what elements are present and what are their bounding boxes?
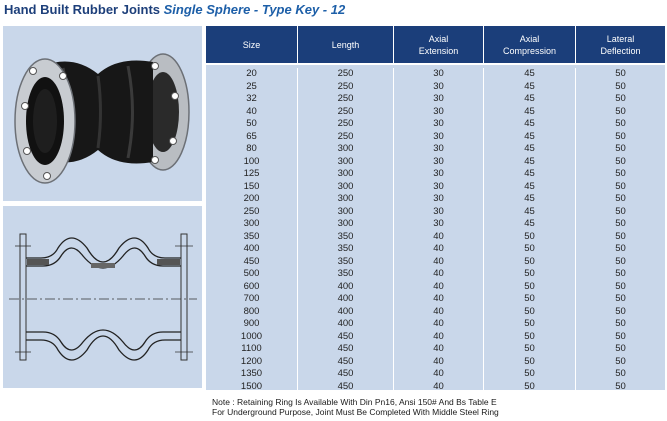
table-cell: 250 [337, 68, 354, 79]
table-cell: 50 [615, 280, 626, 292]
table-cell: 30 [433, 218, 444, 229]
table-cell: 700 [243, 293, 260, 304]
table-cell: 250 [337, 80, 354, 92]
table-cell: 45 [524, 105, 535, 117]
table-cell: 50 [615, 305, 626, 317]
table-cell: 30 [433, 68, 444, 79]
column-size [206, 68, 298, 390]
table-cell: 30 [433, 193, 444, 204]
table-cell: 300 [337, 155, 354, 167]
table-cell: 40 [433, 343, 444, 354]
table-cell: 45 [524, 80, 535, 92]
table-cell: 50 [615, 168, 626, 179]
table-cell: 400 [337, 318, 354, 329]
table-cell: 40 [433, 255, 444, 267]
table-cell: 65 [246, 130, 257, 142]
table-cell: 50 [524, 355, 535, 367]
table-cell: 50 [615, 355, 626, 367]
table-cell: 1500 [240, 380, 263, 392]
table-cell: 50 [615, 293, 626, 304]
table-cell: 50 [524, 305, 535, 317]
table-cell: 30 [433, 130, 444, 142]
table-cell: 45 [524, 93, 535, 104]
table-cell: 50 [524, 268, 535, 279]
table-cell: 50 [524, 318, 535, 329]
table-cell: 80 [246, 143, 257, 154]
table-cell: 40 [433, 330, 444, 342]
table-cell: 200 [243, 193, 260, 204]
table-cell: 50 [615, 193, 626, 204]
column-axial-extension [394, 68, 484, 390]
table-cell: 150 [243, 180, 260, 192]
header-size: Size [206, 26, 298, 63]
table-cell: 50 [615, 130, 626, 142]
table-cell: 900 [243, 318, 260, 329]
footnote-line-1: Note : Retaining Ring Is Available With Din Pn16, Ansi 150# And Bs Table E [212, 397, 497, 407]
table-cell: 45 [524, 68, 535, 79]
table-cell: 50 [615, 318, 626, 329]
table-cell: 50 [524, 255, 535, 267]
product-photo-panel [3, 26, 202, 201]
header-axial-extension: Axial Extension [394, 26, 484, 63]
header-lateral-deflection: Lateral Deflection [600, 33, 641, 56]
table-cell: 30 [433, 80, 444, 92]
table-cell: 450 [337, 368, 354, 379]
table-cell: 50 [524, 343, 535, 354]
table-cell: 30 [433, 105, 444, 117]
table-cell: 50 [524, 230, 535, 242]
table-cell: 350 [337, 268, 354, 279]
table-cell: 50 [615, 343, 626, 354]
table-body [206, 65, 665, 390]
table-cell: 350 [243, 230, 260, 242]
technical-drawing-panel [3, 206, 202, 388]
table-cell: 50 [615, 380, 626, 392]
footnote [212, 397, 499, 417]
table-cell: 40 [433, 280, 444, 292]
table-cell: 30 [433, 118, 444, 129]
table-cell: 45 [524, 118, 535, 129]
table-cell: 450 [337, 355, 354, 367]
table-cell: 50 [246, 118, 257, 129]
table-cell: 350 [337, 255, 354, 267]
rubber-joint-cross-section-icon [3, 206, 202, 388]
table-cell: 45 [524, 193, 535, 204]
table-cell: 50 [524, 280, 535, 292]
table-cell: 30 [433, 205, 444, 217]
table-cell: 30 [433, 168, 444, 179]
table-cell: 50 [615, 93, 626, 104]
table-cell: 1100 [241, 343, 262, 354]
table-cell: 50 [524, 380, 535, 392]
table-cell: 50 [615, 255, 626, 267]
table-cell: 30 [433, 155, 444, 167]
table-cell: 45 [524, 155, 535, 167]
table-cell: 400 [243, 243, 260, 254]
table-cell: 50 [524, 330, 535, 342]
table-cell: 300 [337, 143, 354, 154]
table-cell: 25 [246, 80, 257, 92]
table-cell: 1350 [240, 368, 263, 379]
table-cell: 400 [337, 280, 354, 292]
table-cell: 400 [337, 293, 354, 304]
page-title [4, 2, 345, 17]
header-axial-compression: Axial Compression [484, 26, 576, 63]
table-cell: 300 [337, 180, 354, 192]
table-cell: 50 [615, 143, 626, 154]
table-cell: 40 [433, 268, 444, 279]
table-cell: 500 [243, 268, 260, 279]
table-cell: 100 [243, 155, 260, 167]
table-cell: 50 [615, 218, 626, 229]
table-cell: 800 [243, 305, 260, 317]
table-cell: 300 [337, 193, 354, 204]
table-cell: 50 [615, 180, 626, 192]
table-cell: 45 [524, 143, 535, 154]
column-axial-compression [484, 68, 576, 390]
table-cell: 250 [337, 130, 354, 142]
table-cell: 40 [433, 380, 444, 392]
table-cell: 45 [524, 130, 535, 142]
table-cell: 1000 [240, 330, 263, 342]
table-cell: 30 [433, 143, 444, 154]
table-cell: 20 [246, 68, 257, 79]
table-cell: 50 [615, 155, 626, 167]
table-cell: 450 [243, 255, 260, 267]
table-cell: 45 [524, 180, 535, 192]
table-cell: 50 [615, 330, 626, 342]
table-cell: 250 [337, 118, 354, 129]
table-cell: 300 [337, 218, 354, 229]
table-cell: 50 [524, 293, 535, 304]
table-cell: 450 [337, 343, 354, 354]
table-cell: 300 [337, 205, 354, 217]
table-cell: 30 [433, 180, 444, 192]
table-cell: 50 [615, 268, 626, 279]
table-cell: 450 [337, 380, 354, 392]
table-cell: 40 [433, 293, 444, 304]
table-cell: 350 [337, 230, 354, 242]
table-cell: 50 [615, 368, 626, 379]
table-cell: 450 [337, 330, 354, 342]
column-length [298, 68, 394, 390]
table-cell: 32 [246, 93, 257, 104]
table-cell: 40 [433, 318, 444, 329]
table-cell: 250 [243, 205, 260, 217]
table-cell: 50 [615, 105, 626, 117]
title-main: Hand Built Rubber Joints [4, 2, 160, 17]
table-cell: 40 [246, 105, 257, 117]
table-cell: 45 [524, 205, 535, 217]
table-cell: 50 [615, 118, 626, 129]
title-subtitle: Single Sphere - Type Key - 12 [163, 2, 346, 17]
table-cell: 400 [337, 305, 354, 317]
table-cell: 40 [433, 368, 444, 379]
table-cell: 40 [433, 305, 444, 317]
header-length: Length [298, 26, 394, 63]
rubber-joint-photo-icon [3, 26, 202, 201]
footnote-line-2: For Underground Purpose, Joint Must Be Completed With Middle Steel Ring [212, 407, 499, 417]
table-cell: 250 [337, 93, 354, 104]
table-cell: 50 [524, 368, 535, 379]
table-cell: 50 [615, 243, 626, 254]
table-header [206, 26, 665, 63]
table-cell: 40 [433, 230, 444, 242]
table-cell: 250 [337, 105, 354, 117]
table-cell: 1200 [240, 355, 263, 367]
column-lateral-deflection [576, 68, 665, 390]
table-cell: 50 [615, 80, 626, 92]
table-cell: 600 [243, 280, 260, 292]
specification-table [206, 26, 665, 390]
table-cell: 40 [433, 243, 444, 254]
table-cell: 125 [243, 168, 260, 179]
table-cell: 50 [524, 243, 535, 254]
table-cell: 300 [243, 218, 260, 229]
table-cell: 45 [524, 168, 535, 179]
table-cell: 50 [615, 230, 626, 242]
table-cell: 350 [337, 243, 354, 254]
table-cell: 40 [433, 355, 444, 367]
table-cell: 300 [337, 168, 354, 179]
table-cell: 30 [433, 93, 444, 104]
table-cell: 50 [615, 205, 626, 217]
table-cell: 45 [524, 218, 535, 229]
table-cell: 50 [615, 68, 626, 79]
